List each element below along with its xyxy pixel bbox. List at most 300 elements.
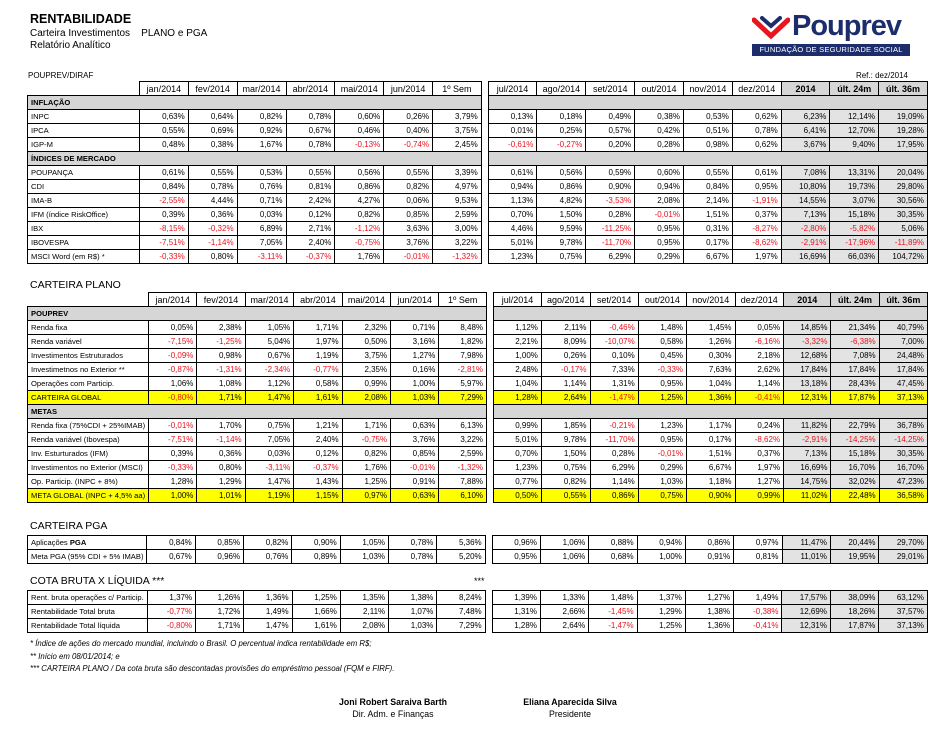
value-cell: 7,05% bbox=[237, 236, 286, 250]
value-cell: -5,82% bbox=[830, 222, 879, 236]
table-row bbox=[28, 124, 928, 138]
value-cell: -0,33% bbox=[149, 461, 197, 475]
value-cell: 6,89% bbox=[237, 222, 286, 236]
value-cell: -0,80% bbox=[147, 619, 195, 633]
value-cell: -0,01% bbox=[391, 461, 439, 475]
column-header: nov/2014 bbox=[683, 82, 732, 96]
value-cell: 2,32% bbox=[342, 321, 391, 335]
row-label: IPCA bbox=[28, 124, 140, 138]
column-header: últ. 36m bbox=[879, 293, 927, 307]
value-cell: 2,64% bbox=[541, 391, 590, 405]
value-cell: 7,63% bbox=[687, 363, 736, 377]
table-row bbox=[28, 166, 928, 180]
row-label: META GLOBAL (INPC + 4,5% aa) bbox=[28, 489, 149, 503]
value-cell: 1,00% bbox=[149, 489, 197, 503]
table-row bbox=[28, 605, 928, 619]
table-row bbox=[28, 550, 928, 564]
header-row bbox=[28, 293, 928, 307]
table-row bbox=[28, 363, 928, 377]
value-cell: 7,13% bbox=[784, 447, 831, 461]
plano-table bbox=[27, 292, 928, 503]
table-row bbox=[28, 536, 928, 550]
value-cell: 4,82% bbox=[537, 194, 586, 208]
value-cell: 37,13% bbox=[879, 619, 928, 633]
value-cell: 0,62% bbox=[732, 138, 781, 152]
value-cell: 0,26% bbox=[384, 110, 433, 124]
value-cell: 14,75% bbox=[784, 475, 831, 489]
value-cell: 36,78% bbox=[879, 419, 927, 433]
value-cell: 8,48% bbox=[439, 321, 487, 335]
value-cell: 1,47% bbox=[244, 619, 292, 633]
report-title: RENTABILIDADE bbox=[30, 12, 132, 26]
value-cell: 0,70% bbox=[488, 208, 537, 222]
value-cell: 0,58% bbox=[294, 377, 342, 391]
value-cell: 0,90% bbox=[586, 180, 635, 194]
column-header: 2014 bbox=[781, 82, 830, 96]
value-cell: 7,05% bbox=[245, 433, 294, 447]
value-cell: 0,84% bbox=[139, 180, 188, 194]
value-cell: 7,33% bbox=[590, 363, 638, 377]
table-row bbox=[28, 236, 928, 250]
value-cell: 11,47% bbox=[782, 536, 830, 550]
value-cell: 6,41% bbox=[781, 124, 830, 138]
value-cell: 1,03% bbox=[391, 391, 439, 405]
value-cell: 0,49% bbox=[586, 110, 635, 124]
signatory-name: Eliana Aparecida Silva bbox=[523, 697, 617, 707]
header-corner bbox=[28, 293, 149, 307]
group-row bbox=[28, 96, 928, 110]
pga-table bbox=[27, 535, 928, 564]
value-cell: 1,43% bbox=[294, 475, 342, 489]
value-cell: -7,51% bbox=[139, 236, 188, 250]
row-label: IBX bbox=[28, 222, 140, 236]
value-cell: 30,56% bbox=[879, 194, 928, 208]
value-cell: -0,27% bbox=[537, 138, 586, 152]
value-cell: 1,29% bbox=[637, 605, 685, 619]
value-cell: 32,02% bbox=[831, 475, 879, 489]
value-cell: 2,38% bbox=[197, 321, 245, 335]
value-cell: 0,29% bbox=[638, 461, 686, 475]
value-cell: -1,14% bbox=[197, 433, 245, 447]
value-cell: 29,70% bbox=[879, 536, 928, 550]
value-cell: 0,67% bbox=[245, 349, 294, 363]
footnotes bbox=[30, 638, 394, 676]
row-label: Inv. Esturturados (IFM) bbox=[28, 447, 149, 461]
value-cell: 3,79% bbox=[433, 110, 482, 124]
value-cell: 0,48% bbox=[139, 138, 188, 152]
value-cell: 1,12% bbox=[494, 321, 542, 335]
value-cell: 10,80% bbox=[781, 180, 830, 194]
value-cell: 0,95% bbox=[638, 433, 686, 447]
value-cell: 6,10% bbox=[439, 489, 487, 503]
value-cell: -8,62% bbox=[735, 433, 784, 447]
value-cell: 0,85% bbox=[384, 208, 433, 222]
value-cell: 3,07% bbox=[830, 194, 879, 208]
table-row bbox=[28, 138, 928, 152]
value-cell: 2,62% bbox=[735, 363, 784, 377]
column-header: últ. 24m bbox=[831, 293, 879, 307]
value-cell: -0,33% bbox=[638, 363, 686, 377]
value-cell: 19,09% bbox=[879, 110, 928, 124]
value-cell: 2,59% bbox=[439, 447, 487, 461]
value-cell: -0,77% bbox=[294, 363, 342, 377]
value-cell: 2,42% bbox=[286, 194, 335, 208]
logo-word: Pouprev bbox=[792, 10, 902, 42]
value-cell: 63,12% bbox=[879, 591, 928, 605]
value-cell: 0,06% bbox=[384, 194, 433, 208]
value-cell: 4,97% bbox=[433, 180, 482, 194]
value-cell: 1,37% bbox=[147, 591, 195, 605]
row-label bbox=[28, 536, 147, 550]
value-cell: -0,37% bbox=[294, 461, 342, 475]
signature-right bbox=[495, 696, 645, 720]
value-cell: 8,09% bbox=[541, 335, 590, 349]
value-cell: 29,01% bbox=[879, 550, 928, 564]
value-cell: 0,20% bbox=[586, 138, 635, 152]
row-label: IGP-M bbox=[28, 138, 140, 152]
value-cell: 0,82% bbox=[237, 110, 286, 124]
value-cell: -1,45% bbox=[589, 605, 637, 619]
value-cell: 0,99% bbox=[494, 419, 542, 433]
left-ref: POUPREV/DIRAF bbox=[28, 71, 94, 80]
column-header: 1º Sem bbox=[433, 82, 482, 96]
value-cell: 0,95% bbox=[492, 550, 540, 564]
value-cell: 0,71% bbox=[237, 194, 286, 208]
value-cell: 3,76% bbox=[391, 433, 439, 447]
value-cell: 1,76% bbox=[335, 250, 384, 264]
row-label: CARTEIRA GLOBAL bbox=[28, 391, 149, 405]
value-cell: 1,29% bbox=[197, 475, 245, 489]
value-cell: 5,06% bbox=[879, 222, 928, 236]
value-cell: 0,45% bbox=[638, 349, 686, 363]
value-cell: 0,63% bbox=[391, 419, 439, 433]
value-cell: 30,35% bbox=[879, 447, 927, 461]
value-cell: 17,87% bbox=[830, 619, 878, 633]
group-label: ÍNDICES DE MERCADO bbox=[28, 152, 482, 166]
value-cell: 2,40% bbox=[294, 433, 342, 447]
row-label: Investimetnos no Exterior ** bbox=[28, 363, 149, 377]
value-cell: -0,41% bbox=[734, 619, 782, 633]
value-cell: 0,69% bbox=[188, 124, 237, 138]
column-header: últ. 24m bbox=[830, 82, 879, 96]
row-label: Renda fixa (75%CDI + 25%IMAB) bbox=[28, 419, 149, 433]
table-row bbox=[28, 194, 928, 208]
value-cell: 47,45% bbox=[879, 377, 927, 391]
value-cell: 2,66% bbox=[540, 605, 588, 619]
column-header: mai/2014 bbox=[342, 293, 391, 307]
value-cell: 1,03% bbox=[638, 475, 686, 489]
value-cell: 0,96% bbox=[492, 536, 540, 550]
value-cell: -0,77% bbox=[147, 605, 195, 619]
value-cell: 7,13% bbox=[781, 208, 830, 222]
value-cell: 1,00% bbox=[494, 349, 542, 363]
value-cell: -0,32% bbox=[188, 222, 237, 236]
value-cell: 1,97% bbox=[732, 250, 781, 264]
value-cell: 1,71% bbox=[342, 419, 391, 433]
value-cell: 11,01% bbox=[782, 550, 830, 564]
value-cell: 2,11% bbox=[340, 605, 388, 619]
value-cell: 22,79% bbox=[831, 419, 879, 433]
value-cell: 0,31% bbox=[683, 222, 732, 236]
value-cell: 4,44% bbox=[188, 194, 237, 208]
value-cell: 2,08% bbox=[340, 619, 388, 633]
value-cell: 5,97% bbox=[439, 377, 487, 391]
row-label-text: Meta PGA (95% CDI + 5% IMAB) bbox=[31, 552, 144, 561]
value-cell: 0,76% bbox=[237, 180, 286, 194]
value-cell: 3,76% bbox=[384, 236, 433, 250]
value-cell: 20,44% bbox=[831, 536, 879, 550]
column-header: jul/2014 bbox=[488, 82, 537, 96]
value-cell: 0,75% bbox=[537, 250, 586, 264]
column-header: out/2014 bbox=[638, 293, 686, 307]
value-cell: -11,25% bbox=[586, 222, 635, 236]
table-row bbox=[28, 180, 928, 194]
table-row bbox=[28, 419, 928, 433]
value-cell: 0,95% bbox=[635, 222, 684, 236]
value-cell: 20,04% bbox=[879, 166, 928, 180]
value-cell: 2,64% bbox=[540, 619, 588, 633]
value-cell: 0,01% bbox=[488, 124, 537, 138]
value-cell: -0,87% bbox=[149, 363, 197, 377]
value-cell: 0,84% bbox=[147, 536, 195, 550]
value-cell: 0,67% bbox=[286, 124, 335, 138]
value-cell: 17,95% bbox=[879, 138, 928, 152]
row-label-strong: PGA bbox=[69, 538, 87, 547]
value-cell: 0,59% bbox=[586, 166, 635, 180]
value-cell: 22,48% bbox=[831, 489, 879, 503]
value-cell: -8,15% bbox=[139, 222, 188, 236]
value-cell: 0,61% bbox=[732, 166, 781, 180]
value-cell: 1,48% bbox=[589, 591, 637, 605]
value-cell: 1,35% bbox=[340, 591, 388, 605]
value-cell: 9,40% bbox=[830, 138, 879, 152]
value-cell: 28,43% bbox=[831, 377, 879, 391]
value-cell: -6,16% bbox=[735, 335, 784, 349]
value-cell: 1,04% bbox=[494, 377, 542, 391]
value-cell: 2,35% bbox=[342, 363, 391, 377]
value-cell: -11,70% bbox=[586, 236, 635, 250]
value-cell: 0,85% bbox=[195, 536, 243, 550]
group-label: METAS bbox=[28, 405, 487, 419]
table-row bbox=[28, 110, 928, 124]
value-cell: 7,88% bbox=[439, 475, 487, 489]
value-cell: -0,13% bbox=[335, 138, 384, 152]
value-cell: 7,48% bbox=[437, 605, 485, 619]
value-cell: 0,88% bbox=[589, 536, 637, 550]
value-cell: 1,36% bbox=[687, 391, 736, 405]
column-header: mai/2014 bbox=[335, 82, 384, 96]
value-cell: 1,18% bbox=[687, 475, 736, 489]
value-cell: 1,39% bbox=[492, 591, 540, 605]
value-cell: -2,91% bbox=[781, 236, 830, 250]
value-cell: -0,37% bbox=[286, 250, 335, 264]
value-cell: 0,58% bbox=[638, 335, 686, 349]
table-row bbox=[28, 377, 928, 391]
value-cell: 37,57% bbox=[879, 605, 928, 619]
column-header: set/2014 bbox=[590, 293, 638, 307]
value-cell: 0,39% bbox=[149, 447, 197, 461]
value-cell: 1,71% bbox=[294, 321, 342, 335]
value-cell: 0,57% bbox=[586, 124, 635, 138]
value-cell: 1,06% bbox=[540, 536, 588, 550]
value-cell: 2,08% bbox=[342, 391, 391, 405]
value-cell: 6,29% bbox=[586, 250, 635, 264]
value-cell: 0,89% bbox=[292, 550, 340, 564]
value-cell: 1,23% bbox=[494, 461, 542, 475]
row-label: Renda variável (Ibovespa) bbox=[28, 433, 149, 447]
row-label: Rent. bruta operações c/ Particip. bbox=[28, 591, 148, 605]
column-header: mar/2014 bbox=[237, 82, 286, 96]
value-cell: 0,82% bbox=[541, 475, 590, 489]
column-header: fev/2014 bbox=[188, 82, 237, 96]
value-cell: -3,32% bbox=[784, 335, 831, 349]
plano-title: CARTEIRA PLANO bbox=[30, 279, 121, 291]
row-label: Investimentos Estruturados bbox=[28, 349, 149, 363]
value-cell: 17,84% bbox=[879, 363, 927, 377]
value-cell: 1,03% bbox=[389, 619, 437, 633]
row-label: IFM (índice RiskOffice) bbox=[28, 208, 140, 222]
value-cell: 0,91% bbox=[685, 550, 733, 564]
header-row bbox=[28, 82, 928, 96]
value-cell: -1,47% bbox=[589, 619, 637, 633]
value-cell: 7,98% bbox=[439, 349, 487, 363]
value-cell: 1,48% bbox=[638, 321, 686, 335]
value-cell: 6,67% bbox=[687, 461, 736, 475]
value-cell: 14,85% bbox=[784, 321, 831, 335]
value-cell: 1,51% bbox=[683, 208, 732, 222]
value-cell: 0,98% bbox=[197, 349, 245, 363]
table-row bbox=[28, 489, 928, 503]
value-cell: 19,73% bbox=[830, 180, 879, 194]
value-cell: -14,25% bbox=[879, 433, 927, 447]
value-cell: 1,47% bbox=[245, 475, 294, 489]
value-cell: 1,82% bbox=[439, 335, 487, 349]
value-cell: 0,56% bbox=[335, 166, 384, 180]
value-cell: 1,07% bbox=[389, 605, 437, 619]
value-cell: 1,36% bbox=[244, 591, 292, 605]
footnote-1: * Índice de ações do mercado mundial, incluindo o Brasil. O percentual indica rentabilidade em R$; bbox=[30, 639, 372, 648]
table-row bbox=[28, 222, 928, 236]
value-cell: 0,90% bbox=[292, 536, 340, 550]
value-cell: 0,53% bbox=[237, 166, 286, 180]
value-cell: 1,08% bbox=[197, 377, 245, 391]
value-cell: -3,11% bbox=[237, 250, 286, 264]
value-cell: 1,70% bbox=[197, 419, 245, 433]
right-ref: Ref.: dez/2014 bbox=[855, 71, 908, 80]
value-cell: 5,36% bbox=[437, 536, 485, 550]
value-cell: 1,05% bbox=[340, 536, 388, 550]
value-cell: 0,97% bbox=[734, 536, 782, 550]
value-cell: 0,63% bbox=[139, 110, 188, 124]
value-cell: 2,48% bbox=[494, 363, 542, 377]
value-cell: 0,17% bbox=[687, 433, 736, 447]
value-cell: 3,63% bbox=[384, 222, 433, 236]
value-cell: 6,29% bbox=[590, 461, 638, 475]
value-cell: 0,81% bbox=[286, 180, 335, 194]
value-cell: 0,55% bbox=[286, 166, 335, 180]
value-cell: 0,78% bbox=[389, 550, 437, 564]
value-cell: 1,06% bbox=[540, 550, 588, 564]
value-cell: 13,31% bbox=[830, 166, 879, 180]
value-cell: -17,96% bbox=[830, 236, 879, 250]
value-cell: -14,25% bbox=[831, 433, 879, 447]
value-cell: 3,75% bbox=[433, 124, 482, 138]
value-cell: 0,97% bbox=[342, 489, 391, 503]
value-cell: 0,17% bbox=[683, 236, 732, 250]
row-label: Investimentos no Exterior (MSCI) bbox=[28, 461, 149, 475]
value-cell: 2,40% bbox=[286, 236, 335, 250]
row-label: Op. Particip. (INPC + 8%) bbox=[28, 475, 149, 489]
value-cell: 16,70% bbox=[879, 461, 927, 475]
value-cell: 1,14% bbox=[541, 377, 590, 391]
value-cell: 1,23% bbox=[488, 250, 537, 264]
value-cell: -6,38% bbox=[831, 335, 879, 349]
row-label: Renda variável bbox=[28, 335, 149, 349]
value-cell: 1,50% bbox=[537, 208, 586, 222]
value-cell: 0,56% bbox=[537, 166, 586, 180]
table-row bbox=[28, 250, 928, 264]
value-cell: 0,81% bbox=[734, 550, 782, 564]
value-cell: 0,39% bbox=[139, 208, 188, 222]
value-cell: 0,53% bbox=[683, 110, 732, 124]
row-label: Renda fixa bbox=[28, 321, 149, 335]
value-cell: 0,78% bbox=[286, 110, 335, 124]
value-cell: -0,46% bbox=[590, 321, 638, 335]
value-cell: 1,28% bbox=[149, 475, 197, 489]
value-cell: 1,97% bbox=[294, 335, 342, 349]
value-cell: 3,22% bbox=[439, 433, 487, 447]
value-cell: -8,62% bbox=[732, 236, 781, 250]
value-cell: -2,81% bbox=[439, 363, 487, 377]
table-row bbox=[28, 433, 928, 447]
value-cell: 2,45% bbox=[433, 138, 482, 152]
row-label: Rentabilidade Total bruta bbox=[28, 605, 148, 619]
value-cell: 0,61% bbox=[139, 166, 188, 180]
report-subtitle bbox=[30, 28, 207, 39]
value-cell: 0,82% bbox=[342, 447, 391, 461]
value-cell: 16,70% bbox=[831, 461, 879, 475]
report-header bbox=[30, 12, 207, 51]
value-cell: 30,35% bbox=[879, 208, 928, 222]
value-cell: 0,36% bbox=[197, 447, 245, 461]
value-cell: 1,47% bbox=[245, 391, 294, 405]
value-cell: 1,71% bbox=[197, 391, 245, 405]
value-cell: 0,86% bbox=[537, 180, 586, 194]
value-cell: 5,01% bbox=[494, 433, 542, 447]
value-cell: 3,16% bbox=[391, 335, 439, 349]
value-cell: 0,16% bbox=[391, 363, 439, 377]
value-cell: -0,80% bbox=[149, 391, 197, 405]
value-cell: 0,78% bbox=[286, 138, 335, 152]
value-cell: 24,48% bbox=[879, 349, 927, 363]
value-cell: 1,19% bbox=[245, 489, 294, 503]
value-cell: 13,18% bbox=[784, 377, 831, 391]
value-cell: 1,17% bbox=[687, 419, 736, 433]
value-cell: -0,74% bbox=[384, 138, 433, 152]
column-header: ago/2014 bbox=[541, 293, 590, 307]
row-label-text: Aplicações bbox=[31, 538, 70, 547]
value-cell: 0,67% bbox=[147, 550, 195, 564]
value-cell: 1,25% bbox=[637, 619, 685, 633]
subtitle-b: PLANO e PGA bbox=[141, 28, 208, 39]
group-row bbox=[28, 405, 928, 419]
value-cell: 0,80% bbox=[197, 461, 245, 475]
value-cell: 1,12% bbox=[245, 377, 294, 391]
value-cell: 11,82% bbox=[784, 419, 831, 433]
value-cell: -2,80% bbox=[781, 222, 830, 236]
value-cell: 16,69% bbox=[781, 250, 830, 264]
pouprev-logo bbox=[752, 10, 910, 56]
